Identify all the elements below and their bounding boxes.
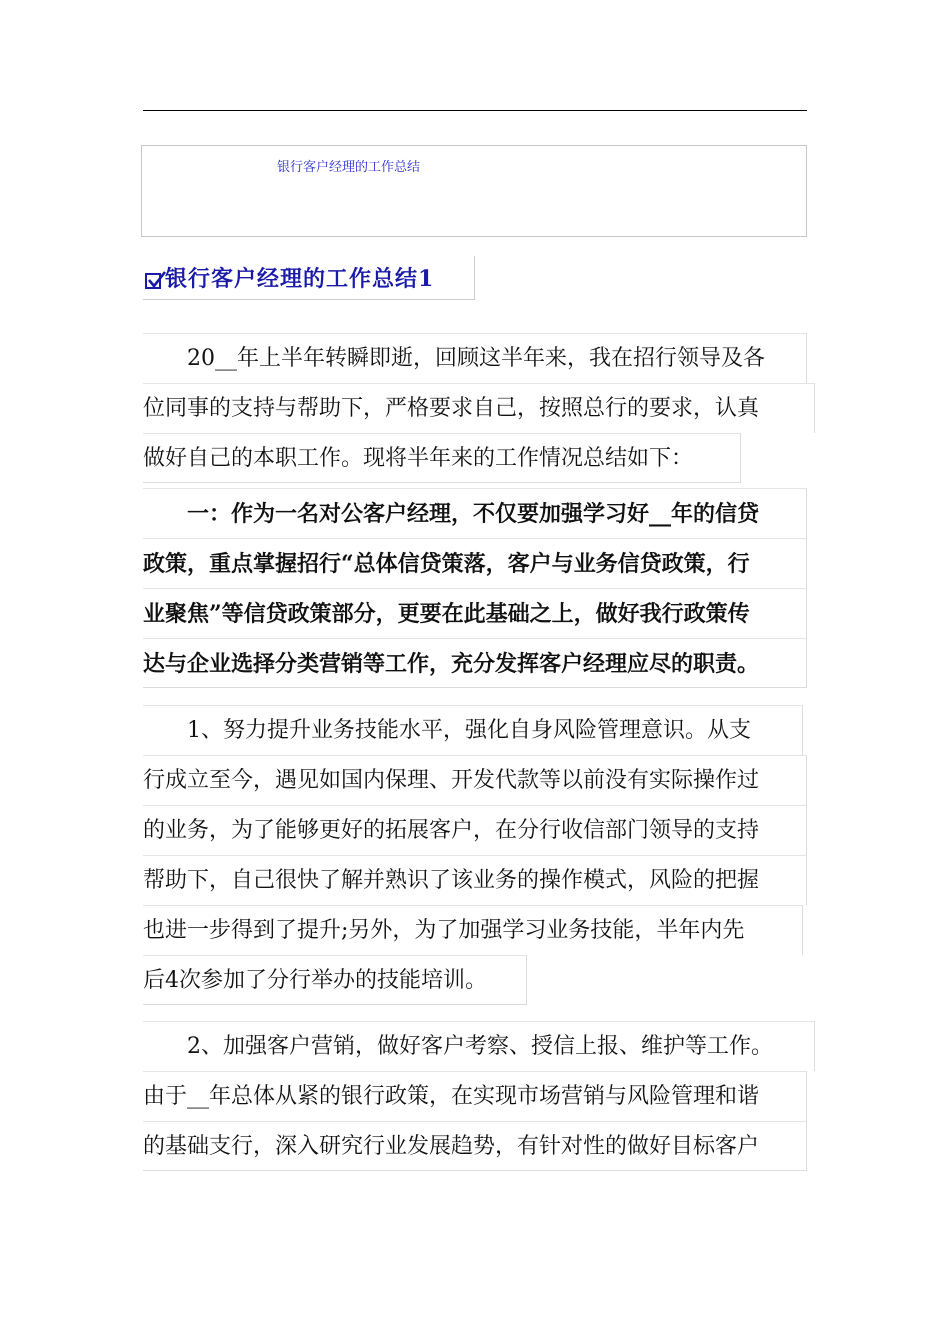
document-header-box <box>141 145 807 237</box>
paragraph-line: 1、努力提升业务技能水平，强化自身风险管理意识。从支 <box>143 705 803 755</box>
checkbox-icon <box>145 273 161 289</box>
paragraph-line: 2、加强客户营销，做好客户考察、授信上报、维护等工作。 <box>143 1021 815 1071</box>
section-heading <box>143 256 475 300</box>
paragraph-line: 也进一步得到了提升;另外，为了加强学习业务技能，半年内先 <box>143 905 803 955</box>
paragraph-line: 达与企业选择分类营销等工作，充分发挥客户经理应尽的职责。 <box>143 638 807 688</box>
paragraph-line: 20__年上半年转瞬即逝，回顾这半年来，我在招行领导及各 <box>143 333 807 383</box>
paragraph-line: 行成立至今，遇见如国内保理、开发代款等以前没有实际操作过 <box>143 755 807 805</box>
top-rule <box>143 110 807 111</box>
paragraph-line: 做好自己的本职工作。现将半年来的工作情况总结如下： <box>143 433 741 483</box>
paragraph-line: 后4次参加了分行举办的技能培训。 <box>143 955 527 1005</box>
paragraph-line: 的业务，为了能够更好的拓展客户，在分行收信部门领导的支持 <box>143 805 807 855</box>
paragraph-line: 政策，重点掌握招行“总体信贷策落，客户与业务信贷政策，行 <box>143 538 807 588</box>
paragraph-line: 的基础支行，深入研究行业发展趋势，有针对性的做好目标客户 <box>143 1121 807 1171</box>
paragraph-line: 业聚焦”等信贷政策部分，更要在此基础之上，做好我行政策传 <box>143 588 807 638</box>
paragraph-line: 帮助下，自己很快了解并熟识了该业务的操作模式，风险的把握 <box>143 855 807 905</box>
paragraph-line: 一：作为一名对公客户经理，不仅要加强学习好__年的信贷 <box>143 488 807 538</box>
paragraph-line: 位同事的支持与帮助下，严格要求自己，按照总行的要求，认真 <box>143 383 815 433</box>
header-title: 银行客户经理的工作总结 <box>277 160 421 175</box>
paragraph-line: 由于__年总体从紧的银行政策，在实现市场营销与风险管理和谐 <box>143 1071 807 1121</box>
section-heading-text: 银行客户经理的工作总结1 <box>165 266 435 292</box>
